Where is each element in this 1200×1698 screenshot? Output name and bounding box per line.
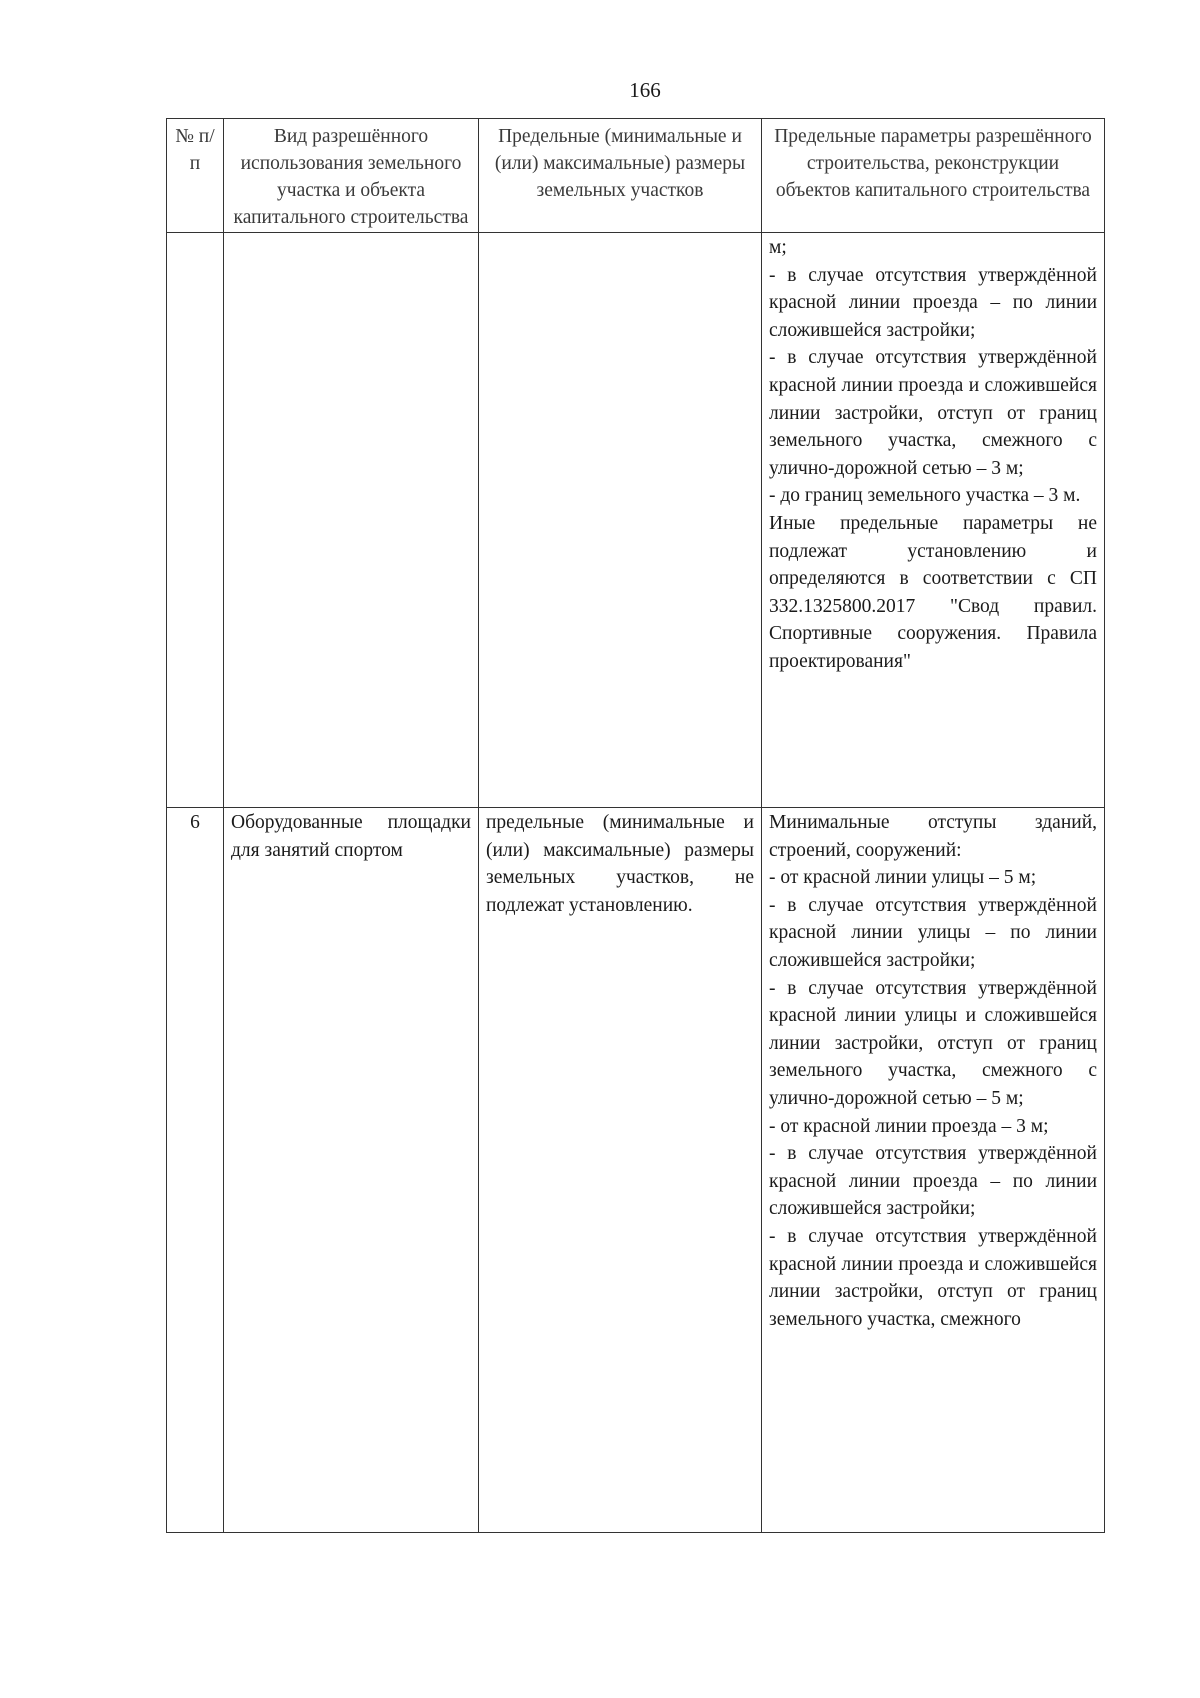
cell-number: 6	[167, 808, 224, 1533]
params-item: Иные предельные параметры не подлежат установлению и определяются в соответствии с СП 332.1325800.2017 "Свод правил. Спортивные сооружения. Правила проектирования"	[769, 512, 1097, 672]
params-item: - до границ земельного участка – 3 м.	[769, 485, 1081, 507]
regulation-table	[166, 118, 1105, 1533]
params-item: - в случае отсутствия утверждённой красной линии проезда – по линии сложившейся застройки;	[769, 1143, 1097, 1220]
page-number: 166	[629, 78, 661, 102]
header-number: № п/п	[167, 119, 224, 233]
params-item: - в случае отсутствия утверждённой красной линии улицы и сложившейся линии застройки, отступ от границ земельного участка, смежного с улично-дорожной сетью – 5 м;	[769, 977, 1097, 1109]
params-item: - в случае отсутствия утверждённой красной линии проезда и сложившейся линии застройки, отступ от границ земельного участка, смежного	[769, 1225, 1097, 1330]
cell-usage-type: Оборудованные площадки для занятий спортом	[224, 808, 479, 1533]
params-item: - в случае отсутствия утверждённой красной линии улицы – по линии сложившейся застройки;	[769, 894, 1097, 971]
params-item: - от красной линии проезда – 3 м;	[769, 1115, 1049, 1137]
header-plot-size: Предельные (минимальные и (или) максимальные) размеры земельных участков	[479, 119, 762, 233]
params-item: - от красной линии улицы – 5 м;	[769, 867, 1037, 889]
table-row-6	[167, 808, 1105, 1533]
params-item: Минимальные отступы зданий, строений, сооружений:	[769, 812, 1097, 861]
header-construction-params: Предельные параметры разрешённого строительства, реконструкции объектов капитального строительства	[762, 119, 1105, 233]
table-header-row	[167, 119, 1105, 233]
header-usage-type: Вид разрешённого использования земельного участка и объекта капитального строительства	[224, 119, 479, 233]
params-item: м;	[769, 237, 787, 258]
params-item: - в случае отсутствия утверждённой красной линии проезда и сложившейся линии застройки, отступ от границ земельного участка, смежного с улично-дорожной сетью – 3 м;	[769, 347, 1097, 479]
cell-number	[167, 233, 224, 808]
params-item: - в случае отсутствия утверждённой красной линии проезда – по линии сложившейся застройки;	[769, 264, 1097, 341]
cell-construction-params	[762, 233, 1105, 808]
cell-construction-params	[762, 808, 1105, 1533]
table-row-continued	[167, 233, 1105, 808]
cell-plot-size	[479, 233, 762, 808]
cell-plot-size: предельные (минимальные и (или) максимальные) размеры земельных участков, не подлежат установлению.	[479, 808, 762, 1533]
cell-usage-type	[224, 233, 479, 808]
